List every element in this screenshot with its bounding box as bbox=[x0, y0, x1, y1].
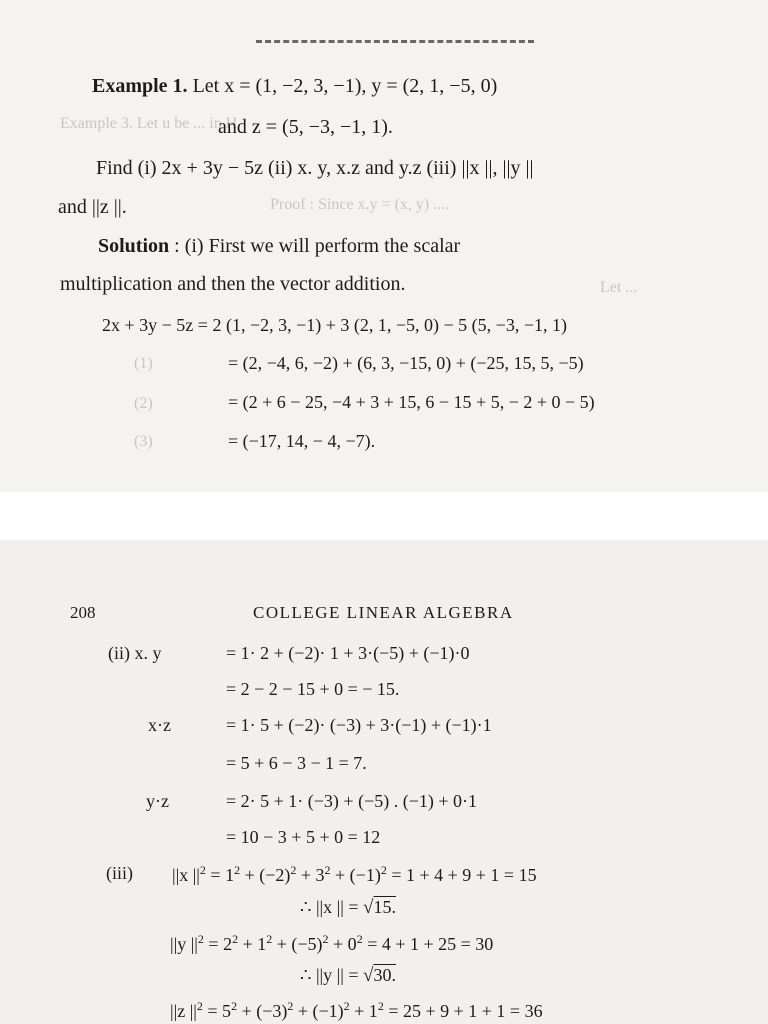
running-title: COLLEGE LINEAR ALGEBRA bbox=[253, 603, 514, 622]
xz-label: x·z bbox=[148, 715, 171, 735]
exponent: 2 bbox=[322, 932, 329, 946]
exponent: 2 bbox=[231, 999, 238, 1013]
xy-expansion: = 1· 2 + (−2)· 1 + 3·(−5) + (−1)·0 bbox=[226, 643, 470, 663]
example-label: Example 1. bbox=[92, 75, 188, 97]
norm-x: ||x || bbox=[172, 865, 200, 885]
expansion: + 1 bbox=[238, 934, 267, 954]
show-through-text: Example 3. Let u be ... in H bbox=[60, 115, 238, 132]
yz-label: y·z bbox=[146, 791, 169, 811]
equation-line-2: = (2, −4, 6, −2) + (6, 3, −15, 0) + (−25, 15, 5, −5) bbox=[228, 353, 584, 373]
top-page bbox=[0, 0, 768, 492]
norm-x-result bbox=[300, 898, 396, 917]
exponent: 2 bbox=[324, 863, 331, 877]
norm-y-squared bbox=[170, 933, 493, 953]
xy-result: = 2 − 2 − 15 + 0 = − 15. bbox=[226, 679, 400, 699]
exponent: 2 bbox=[287, 999, 294, 1013]
exponent: 2 bbox=[197, 932, 204, 946]
solution-intro-continuation: multiplication and then the vector addition. bbox=[60, 273, 406, 295]
radicand: 30. bbox=[373, 965, 396, 985]
part-iii-label: (iii) bbox=[106, 863, 133, 883]
result: = 4 + 1 + 25 = 30 bbox=[362, 934, 494, 954]
show-through-marker: (2) bbox=[134, 395, 153, 412]
exponent: 2 bbox=[380, 863, 387, 877]
expansion: + (−1) bbox=[330, 865, 381, 885]
solution-line bbox=[98, 236, 460, 256]
exponent: 2 bbox=[266, 932, 273, 946]
expansion: + (−5) bbox=[272, 934, 323, 954]
exponent: 2 bbox=[232, 932, 239, 946]
radical-sign: √ bbox=[363, 897, 374, 918]
expansion: + 1 bbox=[349, 1001, 378, 1021]
equation-line-3: = (2 + 6 − 25, −4 + 3 + 15, 6 − 15 + 5, − 2 + 0 − 5) bbox=[228, 392, 595, 412]
equation-line-1: 2x + 3y − 5z = 2 (1, −2, 3, −1) + 3 (2, 1, −5, 0) − 5 (5, −3, −1, 1) bbox=[102, 315, 567, 335]
exponent: 2 bbox=[343, 999, 350, 1013]
page-number: 208 bbox=[70, 603, 96, 622]
radicand: 15. bbox=[373, 897, 396, 917]
page-gap bbox=[0, 492, 768, 540]
equation-line-4: = (−17, 14, − 4, −7). bbox=[228, 431, 376, 451]
norm-z: ||z || bbox=[170, 1001, 197, 1021]
xz-result: = 5 + 6 − 3 − 1 = 7. bbox=[226, 753, 367, 773]
norm-y: ||y || bbox=[170, 934, 198, 954]
norm-x-squared bbox=[172, 864, 537, 884]
example-task-continuation: and ||z ||. bbox=[58, 196, 127, 218]
show-through-text: Proof : Since x.y = (x, y) .... bbox=[270, 196, 450, 213]
exponent: 2 bbox=[290, 863, 297, 877]
xz-expansion: = 1· 5 + (−2)· (−3) + 3·(−1) + (−1)·1 bbox=[226, 715, 492, 735]
expansion: = 2 bbox=[203, 934, 233, 954]
show-through-marker: (3) bbox=[134, 433, 153, 450]
expansion: = 1 bbox=[205, 865, 235, 885]
expansion: + (−3) bbox=[237, 1001, 288, 1021]
expansion: + (−2) bbox=[240, 865, 291, 885]
expansion: + (−1) bbox=[293, 1001, 344, 1021]
norm-z-squared bbox=[170, 1000, 543, 1020]
radical-sign: √ bbox=[363, 965, 374, 986]
show-through-text: Let ... bbox=[600, 279, 638, 296]
result: = 25 + 9 + 1 + 1 = 36 bbox=[383, 1001, 543, 1021]
exponent: 2 bbox=[234, 863, 241, 877]
example-task-line: Find (i) 2x + 3y − 5z (ii) x. y, x.z and y.z (iii) ||x ||, ||y || bbox=[96, 157, 534, 179]
expansion: = 5 bbox=[202, 1001, 232, 1021]
solution-label: Solution bbox=[98, 235, 170, 257]
yz-expansion: = 2· 5 + 1· (−3) + (−5) . (−1) + 0·1 bbox=[226, 791, 478, 811]
example-vector-z: and z = (5, −3, −1, 1). bbox=[218, 116, 393, 138]
example-heading-line bbox=[92, 76, 497, 96]
solution-intro: : (i) First we will perform the scalar bbox=[169, 235, 461, 257]
result: = 1 + 4 + 9 + 1 = 15 bbox=[386, 865, 537, 885]
expansion: + 0 bbox=[328, 934, 357, 954]
show-through-marker: (1) bbox=[134, 355, 153, 372]
part-ii-label: (ii) x. y bbox=[108, 643, 162, 663]
norm-y-result bbox=[300, 966, 396, 985]
exponent: 2 bbox=[199, 863, 206, 877]
expansion: + 3 bbox=[296, 865, 325, 885]
example-vectors-xy: Let x = (1, −2, 3, −1), y = (2, 1, −5, 0) bbox=[192, 75, 498, 97]
exponent: 2 bbox=[356, 932, 363, 946]
norm-x-result-prefix: ∴ ||x || = bbox=[300, 897, 364, 917]
cut-off-heading-dashes bbox=[256, 40, 534, 49]
exponent: 2 bbox=[377, 999, 384, 1013]
norm-y-result-prefix: ∴ ||y || = bbox=[300, 965, 364, 985]
yz-result: = 10 − 3 + 5 + 0 = 12 bbox=[226, 827, 381, 847]
exponent: 2 bbox=[196, 999, 203, 1013]
